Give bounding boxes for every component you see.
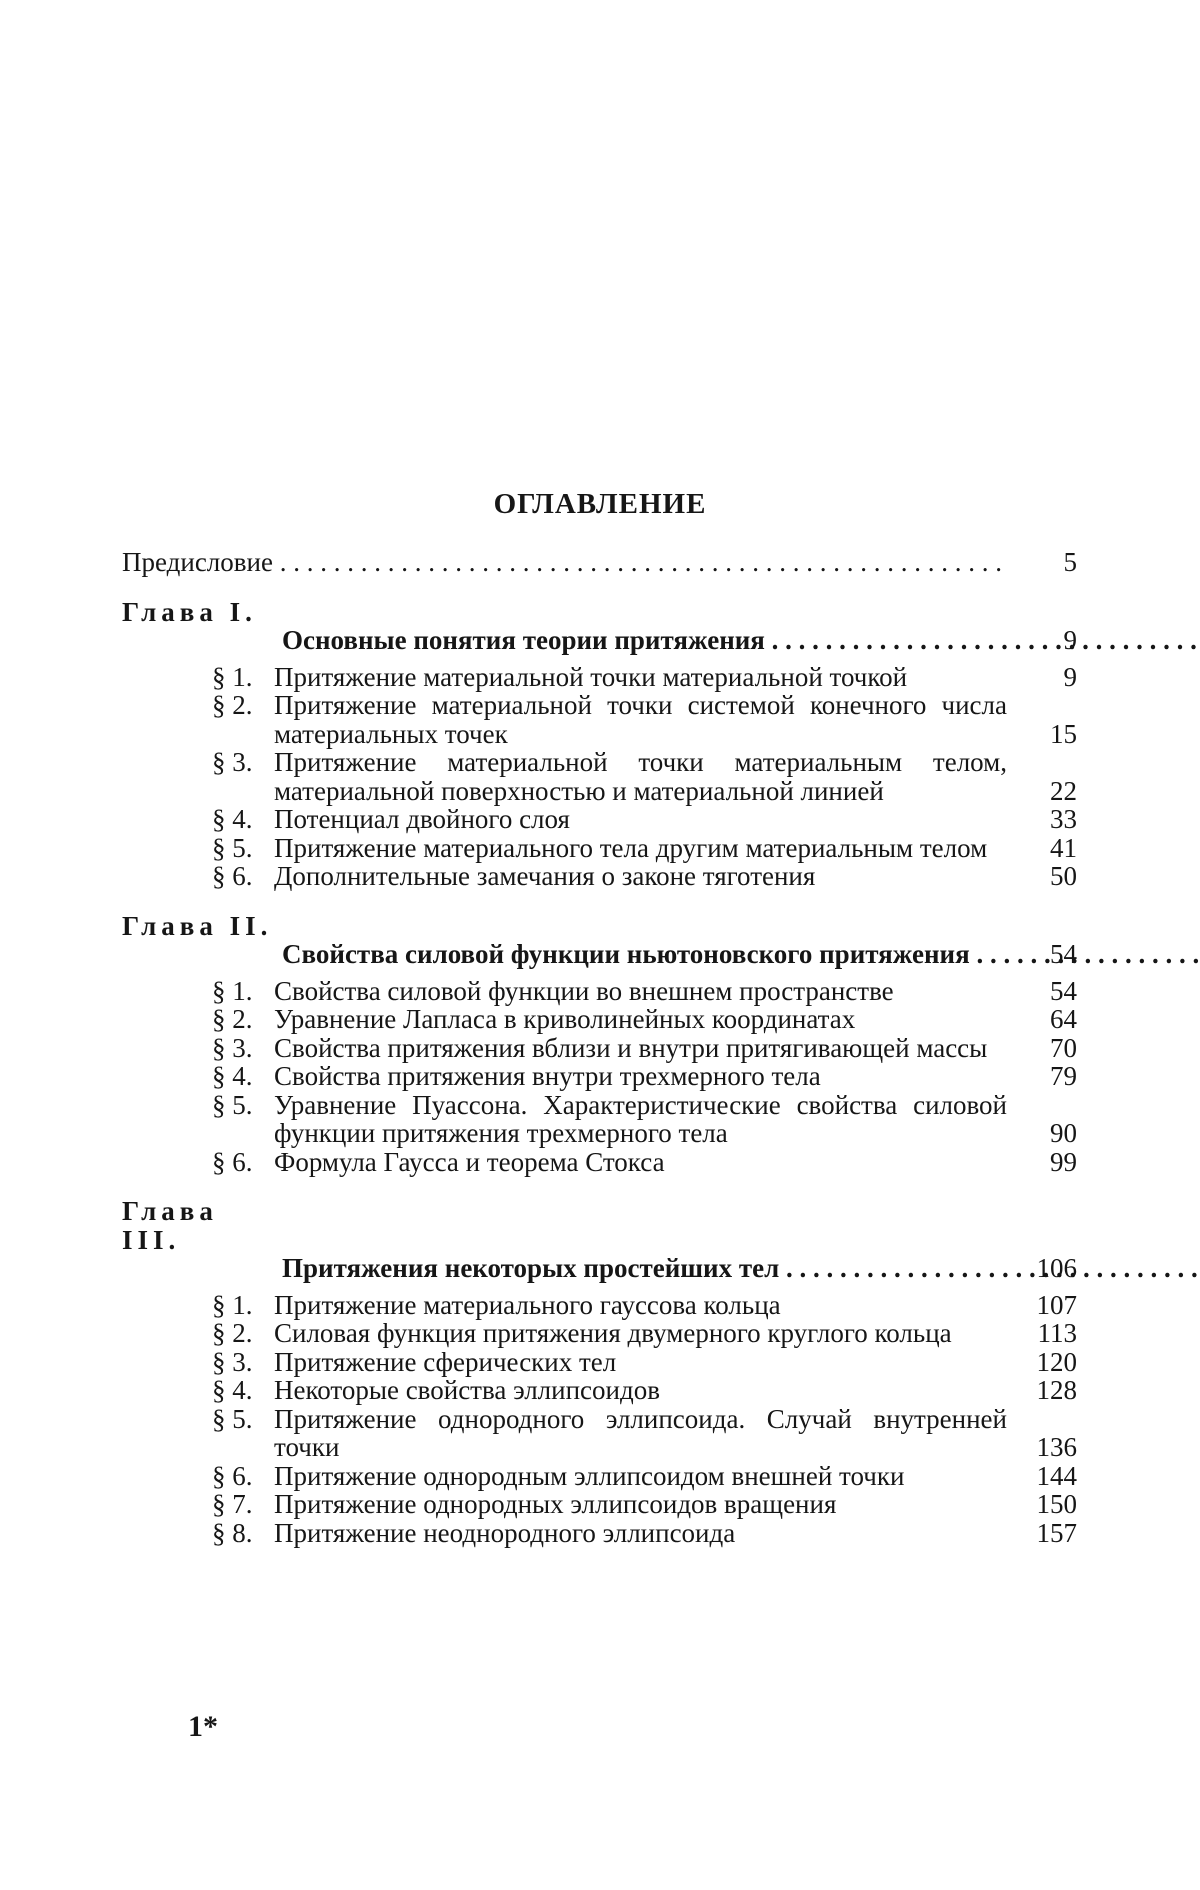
section-title	[122, 663, 1007, 692]
page-title: ОГЛАВЛЕНИЕ	[493, 488, 707, 520]
section-number: § 3.	[212, 1032, 253, 1063]
section-text: Притяжение материальной точки материальной точкой	[274, 661, 908, 692]
toc-section[interactable]	[122, 1519, 1077, 1548]
chapter-title	[122, 598, 1007, 655]
toc-page-number: 22	[1050, 775, 1077, 806]
toc-section[interactable]	[122, 1348, 1077, 1377]
toc-page-number: 144	[1036, 1460, 1077, 1491]
section-title	[122, 805, 1007, 834]
toc-page-number: 128	[1036, 1375, 1077, 1405]
toc-section[interactable]	[122, 1405, 1077, 1462]
section-number: § 5.	[212, 832, 253, 863]
section-number: § 8.	[212, 1517, 253, 1548]
toc-page-number: 5	[1063, 547, 1077, 577]
toc-page-number: 120	[1036, 1346, 1077, 1377]
section-text: Притяжение сферических тел	[274, 1346, 617, 1377]
toc-page-number: 41	[1050, 832, 1077, 863]
section-text: Потенциал двойного слоя	[274, 804, 570, 834]
section-title	[122, 1062, 1007, 1091]
toc-page-number: 90	[1050, 1118, 1077, 1148]
section-title	[122, 1291, 1007, 1320]
section-text: Дополнительные замечания о законе тяготения	[274, 861, 816, 891]
toc-chapter[interactable]	[122, 912, 1077, 969]
toc-section[interactable]	[122, 834, 1077, 863]
chapter-label: Глава II.	[122, 910, 273, 941]
toc-page-number: 106	[1036, 1253, 1077, 1283]
section-text: Формула Гаусса и теорема Стокса	[274, 1146, 665, 1177]
chapter-list	[122, 598, 1077, 1548]
section-number: § 6.	[212, 1146, 253, 1177]
chapter-name: Основные понятия теории притяжения . . .	[282, 625, 1200, 655]
toc-section[interactable]	[122, 1291, 1077, 1320]
section-number: § 6.	[212, 1460, 253, 1491]
section-title	[122, 1148, 1007, 1177]
toc-page-number: 113	[1037, 1318, 1077, 1348]
chapter-title	[122, 1197, 1007, 1283]
toc-section[interactable]	[122, 1490, 1077, 1519]
section-title	[122, 834, 1007, 863]
section-number: § 1.	[212, 661, 253, 692]
section-text: Притяжение материальной точки системой конечного числа материальных точек	[274, 690, 1007, 749]
section-text: Притяжение материального гауссова кольца	[274, 1289, 781, 1320]
toc-chapter[interactable]	[122, 1197, 1077, 1283]
toc-section[interactable]	[122, 1319, 1077, 1348]
section-number: § 2.	[212, 1004, 253, 1034]
section-title	[122, 748, 1007, 805]
section-number: § 3.	[212, 1346, 253, 1377]
section-title	[122, 1091, 1007, 1148]
section-text: Свойства притяжения вблизи и внутри притягивающей массы	[274, 1032, 988, 1063]
section-text: Притяжение однородного эллипсоида. Случай внутренней точки	[274, 1403, 1007, 1462]
section-text: Притяжение материальной точки материальным телом, материальной поверхностью и материальной линией	[274, 747, 1007, 806]
section-text: Уравнение Пуассона. Характеристические свойства силовой функции притяжения трехмерного тела	[274, 1089, 1007, 1148]
toc-page-number: 54	[1050, 939, 1077, 969]
toc-entry-text: Предисловие . . .	[122, 548, 1007, 577]
toc-page-number: 79	[1050, 1061, 1077, 1091]
section-number: § 1.	[212, 1289, 253, 1320]
toc-page-number: 107	[1036, 1289, 1077, 1320]
section-text: Некоторые свойства эллипсоидов	[274, 1375, 660, 1405]
section-title	[122, 862, 1007, 891]
section-text: Притяжение однородным эллипсоидом внешней точки	[274, 1460, 905, 1491]
section-text: Уравнение Лапласа в криволинейных координатах	[274, 1004, 856, 1034]
section-text: Притяжение неоднородного эллипсоида	[274, 1517, 736, 1548]
toc-section[interactable]	[122, 1148, 1077, 1177]
table-of-contents	[122, 538, 1077, 1547]
chapter-name: Притяжения некоторых простейших тел . . .	[282, 1253, 1200, 1283]
section-title	[122, 1348, 1007, 1377]
section-title	[122, 1319, 1007, 1348]
section-number: § 2.	[212, 1318, 253, 1348]
toc-page-number: 9	[1063, 661, 1077, 692]
toc-section[interactable]	[122, 862, 1077, 891]
chapter-label: Глава I.	[122, 596, 257, 627]
toc-section[interactable]	[122, 1034, 1077, 1063]
chapter-title	[122, 912, 1007, 969]
chapter-name: Свойства силовой функции ньютоновского притяжения . . .	[282, 939, 1200, 969]
toc-page-number: 136	[1036, 1432, 1077, 1462]
section-title	[122, 1376, 1007, 1405]
section-title	[122, 691, 1007, 748]
section-title	[122, 1034, 1007, 1063]
toc-section[interactable]	[122, 691, 1077, 748]
section-number: § 1.	[212, 975, 253, 1006]
toc-page-number: 50	[1050, 861, 1077, 891]
toc-section[interactable]	[122, 1462, 1077, 1491]
section-number: § 3.	[212, 747, 253, 777]
section-text: Свойства притяжения внутри трехмерного тела	[274, 1061, 821, 1091]
toc-page-number: 15	[1050, 718, 1077, 749]
section-number: § 4.	[212, 1061, 253, 1091]
toc-section[interactable]	[122, 1376, 1077, 1405]
section-number: § 6.	[212, 861, 253, 891]
toc-section[interactable]	[122, 1005, 1077, 1034]
toc-section[interactable]	[122, 1091, 1077, 1148]
section-number: § 4.	[212, 804, 253, 834]
section-text: Притяжение материального тела другим материальным телом	[274, 832, 988, 863]
signature-mark: 1*	[188, 1710, 218, 1743]
section-number: § 4.	[212, 1375, 253, 1405]
toc-page-number: 54	[1050, 975, 1077, 1006]
toc-page-number: 9	[1063, 625, 1077, 655]
toc-page-number: 150	[1036, 1489, 1077, 1519]
toc-page-number: 157	[1036, 1517, 1077, 1548]
section-title	[122, 1519, 1007, 1548]
toc-section[interactable]	[122, 977, 1077, 1006]
section-number: § 7.	[212, 1489, 253, 1519]
section-text: Притяжение однородных эллипсоидов вращения	[274, 1489, 837, 1519]
section-title	[122, 1462, 1007, 1491]
section-text: Свойства силовой функции во внешнем пространстве	[274, 975, 894, 1006]
section-title	[122, 977, 1007, 1006]
toc-chapter[interactable]	[122, 598, 1077, 655]
section-number: § 5.	[212, 1403, 253, 1434]
toc-section[interactable]	[122, 805, 1077, 834]
section-title	[122, 1490, 1007, 1519]
toc-page-number: 64	[1050, 1004, 1077, 1034]
toc-entry-preface[interactable]	[122, 548, 1077, 577]
toc-page-number: 99	[1050, 1146, 1077, 1177]
chapter-label: Глава III.	[122, 1196, 218, 1255]
section-number: § 2.	[212, 690, 253, 720]
toc-page-number: 33	[1050, 804, 1077, 834]
toc-page-number: 70	[1050, 1032, 1077, 1063]
section-text: Силовая функция притяжения двумерного круглого кольца	[274, 1318, 952, 1348]
toc-section[interactable]	[122, 748, 1077, 805]
section-title	[122, 1005, 1007, 1034]
section-number: § 5.	[212, 1089, 253, 1120]
toc-section[interactable]	[122, 1062, 1077, 1091]
toc-section[interactable]	[122, 663, 1077, 692]
section-title	[122, 1405, 1007, 1462]
